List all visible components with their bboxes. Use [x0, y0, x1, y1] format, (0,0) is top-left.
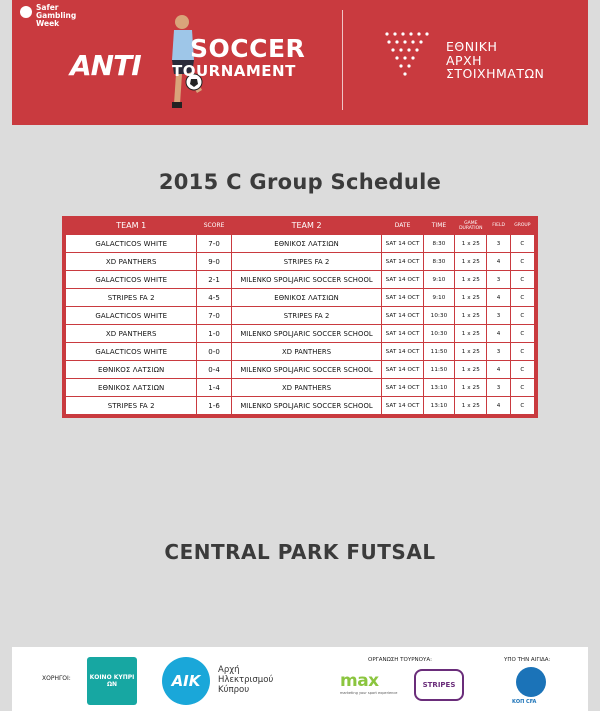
table-row: [66, 343, 534, 360]
header-field: FIELD: [492, 223, 505, 228]
field-cell: 3: [487, 271, 509, 288]
duration-cell: 1 x 25: [455, 397, 486, 414]
team2-cell: MILENKO SPOLJARIC SOCCER SCHOOL: [232, 397, 382, 414]
organizer-label: ΟΡΓΑΝΩΣΗ ΤΟΥΡΝΟΥΑ:: [368, 657, 432, 663]
field-cell: 3: [487, 379, 509, 396]
group-cell: C: [511, 307, 534, 324]
score-cell: 7-0: [197, 307, 230, 324]
duration-cell: 1 x 25: [455, 307, 486, 324]
time-cell: 8:30: [424, 253, 454, 270]
venue-name: CENTRAL PARK FUTSAL: [164, 540, 436, 564]
header-date: DATE: [394, 222, 411, 229]
table-row: [66, 397, 534, 414]
team1-cell: ΕΘΝΙΚΟΣ ΛΑΤΣΙΩΝ: [66, 361, 196, 378]
team2-cell: MILENKO SPOLJARIC SOCCER SCHOOL: [232, 271, 382, 288]
header-duration: GAME DURATION: [459, 220, 483, 231]
safer-gambling-week-logo: [20, 4, 76, 28]
time-cell: 9:10: [424, 271, 454, 288]
team2-cell: XD PANTHERS: [232, 379, 382, 396]
team1-cell: GALACTICOS WHITE: [66, 235, 196, 252]
duration-cell: 1 x 25: [455, 271, 486, 288]
soccer-logo-text: SOCCER: [190, 34, 306, 63]
field-cell: 4: [487, 253, 509, 270]
duration-cell: 1 x 25: [455, 343, 486, 360]
header-divider: [342, 10, 343, 110]
time-cell: 8:30: [424, 235, 454, 252]
tournament-logo-text: TOURNAMENT: [172, 62, 296, 80]
team2-cell: MILENKO SPOLJARIC SOCCER SCHOOL: [232, 361, 382, 378]
duration-cell: 1 x 25: [455, 361, 486, 378]
header-group: GROUP: [514, 223, 531, 228]
field-cell: 4: [487, 325, 509, 342]
score-cell: 4-5: [197, 289, 230, 306]
date-cell: SAT 14 OCT: [382, 271, 422, 288]
score-cell: 0-0: [197, 343, 230, 360]
team1-cell: ΕΘΝΙΚΟΣ ΛΑΤΣΙΩΝ: [66, 379, 196, 396]
table-row: [66, 253, 534, 270]
duration-cell: 1 x 25: [455, 379, 486, 396]
safer-gambling-text: Safer Gambling Week: [36, 3, 77, 28]
date-cell: SAT 14 OCT: [382, 397, 422, 414]
date-cell: SAT 14 OCT: [382, 343, 422, 360]
aik-logo: AIK: [162, 657, 210, 705]
betting-authority-emblem-icon: [379, 28, 435, 84]
team1-cell: XD PANTHERS: [66, 253, 196, 270]
field-cell: 4: [487, 289, 509, 306]
team1-cell: XD PANTHERS: [66, 325, 196, 342]
field-cell: 4: [487, 361, 509, 378]
group-cell: C: [511, 253, 534, 270]
team2-cell: MILENKO SPOLJARIC SOCCER SCHOOL: [232, 325, 382, 342]
score-cell: 2-1: [197, 271, 230, 288]
team2-cell: ΕΘΝΙΚΟΣ ΛΑΤΣΙΩΝ: [232, 235, 382, 252]
duration-cell: 1 x 25: [455, 289, 486, 306]
anti-logo: ANTI: [70, 49, 141, 82]
stripes-logo: STRIPES: [414, 669, 464, 701]
team1-cell: GALACTICOS WHITE: [66, 343, 196, 360]
header-team2: TEAM 2: [291, 221, 322, 230]
score-cell: 0-4: [197, 361, 230, 378]
group-cell: C: [511, 325, 534, 342]
table-row: [66, 361, 534, 378]
table-row: [66, 271, 534, 288]
score-cell: 1-6: [197, 397, 230, 414]
duration-cell: 1 x 25: [455, 325, 486, 342]
group-cell: C: [511, 271, 534, 288]
aik-name: Αρχή Ηλεκτρισμού Κύπρου: [218, 665, 274, 695]
table-row: [66, 307, 534, 324]
date-cell: SAT 14 OCT: [382, 289, 422, 306]
sponsor-footer: [12, 647, 588, 711]
aegis-label: ΥΠΟ ΤΗΝ ΑΙΓΙΔΑ:: [504, 657, 551, 663]
field-cell: 4: [487, 397, 509, 414]
duration-cell: 1 x 25: [455, 253, 486, 270]
header-score: SCORE: [203, 222, 225, 229]
date-cell: SAT 14 OCT: [382, 253, 422, 270]
team1-cell: STRIPES FA 2: [66, 289, 196, 306]
table-row: [66, 235, 534, 252]
team1-cell: STRIPES FA 2: [66, 397, 196, 414]
group-cell: C: [511, 235, 534, 252]
team2-cell: ΕΘΝΙΚΟΣ ΛΑΤΣΙΩΝ: [232, 289, 382, 306]
table-row: [66, 289, 534, 306]
time-cell: 10:30: [424, 307, 454, 324]
koino-kyprion-logo: ΚΟΙΝΟ ΚΥΠΡΙ ΩΝ: [87, 657, 137, 705]
time-cell: 13:10: [424, 397, 454, 414]
group-cell: C: [511, 343, 534, 360]
field-cell: 3: [487, 235, 509, 252]
group-cell: C: [511, 379, 534, 396]
betting-authority-name: ΕΘΝΙΚΗ ΑΡΧΗ ΣΤΟΙΧΗΜΑΤΩΝ: [446, 39, 545, 81]
date-cell: SAT 14 OCT: [382, 325, 422, 342]
team2-cell: STRIPES FA 2: [232, 307, 382, 324]
time-cell: 10:30: [424, 325, 454, 342]
duration-cell: 1 x 25: [455, 235, 486, 252]
time-cell: 11:50: [424, 361, 454, 378]
group-cell: C: [511, 289, 534, 306]
team1-cell: GALACTICOS WHITE: [66, 307, 196, 324]
group-cell: C: [511, 397, 534, 414]
score-cell: 1-0: [197, 325, 230, 342]
field-cell: 3: [487, 307, 509, 324]
date-cell: SAT 14 OCT: [382, 307, 422, 324]
table-row: [66, 325, 534, 342]
time-cell: 11:50: [424, 343, 454, 360]
max-logo: max: [340, 671, 379, 691]
date-cell: SAT 14 OCT: [382, 379, 422, 396]
team1-cell: GALACTICOS WHITE: [66, 271, 196, 288]
header-team1: TEAM 1: [116, 221, 147, 230]
time-cell: 13:10: [424, 379, 454, 396]
score-cell: 1-4: [197, 379, 230, 396]
table-header-row: [66, 217, 534, 234]
score-cell: 7-0: [197, 235, 230, 252]
cfa-emblem-icon: [516, 667, 546, 697]
page-title: 2015 C Group Schedule: [158, 170, 442, 194]
team2-cell: XD PANTHERS: [232, 343, 382, 360]
max-tagline: marketing your sport experience: [340, 691, 398, 695]
safer-gambling-dot-icon: [20, 6, 32, 18]
table-row: [66, 379, 534, 396]
group-cell: C: [511, 361, 534, 378]
header-banner: [12, 0, 588, 125]
team2-cell: STRIPES FA 2: [232, 253, 382, 270]
schedule-table: [62, 216, 538, 418]
header-time: TIME: [431, 222, 447, 229]
date-cell: SAT 14 OCT: [382, 361, 422, 378]
field-cell: 3: [487, 343, 509, 360]
score-cell: 9-0: [197, 253, 230, 270]
sponsors-label: ΧΟΡΗΓΟΙ:: [42, 675, 71, 682]
date-cell: SAT 14 OCT: [382, 235, 422, 252]
time-cell: 9:10: [424, 289, 454, 306]
cfa-label: ΚΟΠ CFA: [512, 699, 537, 705]
